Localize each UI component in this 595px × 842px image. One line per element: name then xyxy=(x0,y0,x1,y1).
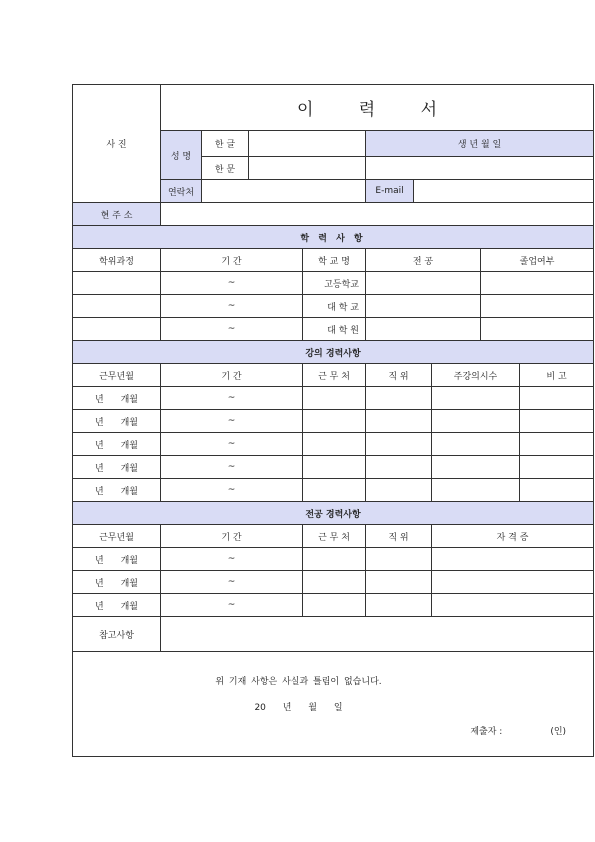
signature-block xyxy=(73,652,594,757)
lecture-period[interactable]: ~ xyxy=(161,433,303,456)
lecture-col-5: 비 고 xyxy=(520,364,594,387)
major-ym: 년 개월 xyxy=(73,548,161,571)
education-col-0: 학위과정 xyxy=(73,249,161,272)
lecture-ym: 년 개월 xyxy=(73,456,161,479)
lecture-workplace-field[interactable] xyxy=(303,479,366,502)
lecture-ym: 년 개월 xyxy=(73,387,161,410)
major-col-4: 자 격 증 xyxy=(432,525,594,548)
address-field[interactable] xyxy=(161,203,594,226)
lecture-period[interactable]: ~ xyxy=(161,410,303,433)
lecture-position-field[interactable] xyxy=(366,456,432,479)
lecture-position-field[interactable] xyxy=(366,387,432,410)
resume-table xyxy=(72,84,594,757)
major-period[interactable]: ~ xyxy=(161,594,303,617)
email-field[interactable] xyxy=(414,180,594,203)
education-period[interactable]: ~ xyxy=(161,295,303,318)
name-hangul-field[interactable] xyxy=(249,131,366,157)
lecture-note-field[interactable] xyxy=(520,433,594,456)
name-label: 성 명 xyxy=(161,131,202,180)
lecture-period[interactable]: ~ xyxy=(161,456,303,479)
lecture-col-1: 기 간 xyxy=(161,364,303,387)
declaration-text: 위 기재 사항은 사실과 틀림이 없습니다. xyxy=(215,677,382,687)
lecture-period[interactable]: ~ xyxy=(161,479,303,502)
major-workplace-field[interactable] xyxy=(303,548,366,571)
name-hanja-label: 한 문 xyxy=(202,157,249,180)
education-school: 고등학교 xyxy=(303,272,366,295)
education-major-field[interactable] xyxy=(366,295,481,318)
major-col-0: 근무년월 xyxy=(73,525,161,548)
major-position-field[interactable] xyxy=(366,548,432,571)
education-col-3: 전 공 xyxy=(366,249,481,272)
lecture-note-field[interactable] xyxy=(520,479,594,502)
lecture-note-field[interactable] xyxy=(520,387,594,410)
birth-field[interactable] xyxy=(366,157,594,180)
major-workplace-field[interactable] xyxy=(303,594,366,617)
major-position-field[interactable] xyxy=(366,594,432,617)
lecture-col-4: 주강의시수 xyxy=(432,364,520,387)
remarks-label: 참고사항 xyxy=(73,617,161,652)
lecture-note-field[interactable] xyxy=(520,410,594,433)
major-col-1: 기 간 xyxy=(161,525,303,548)
lecture-workplace-field[interactable] xyxy=(303,433,366,456)
resume-form xyxy=(72,84,567,757)
major-period[interactable]: ~ xyxy=(161,571,303,594)
email-label: E-mail xyxy=(366,180,414,203)
lecture-position-field[interactable] xyxy=(366,479,432,502)
major-col-2: 근 무 처 xyxy=(303,525,366,548)
lecture-col-2: 근 무 처 xyxy=(303,364,366,387)
lecture-period[interactable]: ~ xyxy=(161,387,303,410)
lecture-workplace-field[interactable] xyxy=(303,387,366,410)
photo-cell: 사 진 xyxy=(73,85,161,203)
lecture-hours-field[interactable] xyxy=(432,433,520,456)
education-graduated-field[interactable] xyxy=(481,318,594,341)
education-graduated-field[interactable] xyxy=(481,295,594,318)
remarks-field[interactable] xyxy=(161,617,594,652)
major-certificate-field[interactable] xyxy=(432,571,594,594)
birth-label: 생 년 월 일 xyxy=(366,131,594,157)
lecture-col-0: 근무년월 xyxy=(73,364,161,387)
lecture-hours-field[interactable] xyxy=(432,410,520,433)
education-col-4: 졸업여부 xyxy=(481,249,594,272)
education-degree-field[interactable] xyxy=(73,318,161,341)
lecture-position-field[interactable] xyxy=(366,410,432,433)
seal-label: (인) xyxy=(550,727,567,737)
lecture-header: 강의 경력사항 xyxy=(73,341,594,364)
lecture-ym: 년 개월 xyxy=(73,410,161,433)
address-label: 현 주 소 xyxy=(73,203,161,226)
education-col-2: 학 교 명 xyxy=(303,249,366,272)
lecture-hours-field[interactable] xyxy=(432,456,520,479)
education-graduated-field[interactable] xyxy=(481,272,594,295)
lecture-note-field[interactable] xyxy=(520,456,594,479)
lecture-workplace-field[interactable] xyxy=(303,456,366,479)
lecture-ym: 년 개월 xyxy=(73,479,161,502)
lecture-col-3: 직 위 xyxy=(366,364,432,387)
date-line: 20 년 월 일 xyxy=(254,703,343,713)
contact-field[interactable] xyxy=(202,180,366,203)
major-period[interactable]: ~ xyxy=(161,548,303,571)
major-header: 전공 경력사항 xyxy=(73,502,594,525)
submitter-label: 제출자 : xyxy=(470,727,503,737)
major-ym: 년 개월 xyxy=(73,594,161,617)
major-workplace-field[interactable] xyxy=(303,571,366,594)
major-col-3: 직 위 xyxy=(366,525,432,548)
major-certificate-field[interactable] xyxy=(432,594,594,617)
education-school: 대 학 원 xyxy=(303,318,366,341)
education-school: 대 학 교 xyxy=(303,295,366,318)
education-period[interactable]: ~ xyxy=(161,272,303,295)
education-col-1: 기 간 xyxy=(161,249,303,272)
education-degree-field[interactable] xyxy=(73,272,161,295)
education-major-field[interactable] xyxy=(366,272,481,295)
name-hanja-field[interactable] xyxy=(249,157,366,180)
major-ym: 년 개월 xyxy=(73,571,161,594)
contact-label: 연락처 xyxy=(161,180,202,203)
submitter-line xyxy=(470,724,566,737)
lecture-workplace-field[interactable] xyxy=(303,410,366,433)
lecture-position-field[interactable] xyxy=(366,433,432,456)
page-title: 이 력 서 xyxy=(161,85,594,131)
education-major-field[interactable] xyxy=(366,318,481,341)
name-hangul-label: 한 글 xyxy=(202,131,249,157)
signature-box xyxy=(73,652,593,756)
education-header: 학 력 사 항 xyxy=(73,226,594,249)
lecture-hours-field[interactable] xyxy=(432,387,520,410)
major-position-field[interactable] xyxy=(366,571,432,594)
education-period[interactable]: ~ xyxy=(161,318,303,341)
lecture-ym: 년 개월 xyxy=(73,433,161,456)
major-certificate-field[interactable] xyxy=(432,548,594,571)
education-degree-field[interactable] xyxy=(73,295,161,318)
lecture-hours-field[interactable] xyxy=(432,479,520,502)
